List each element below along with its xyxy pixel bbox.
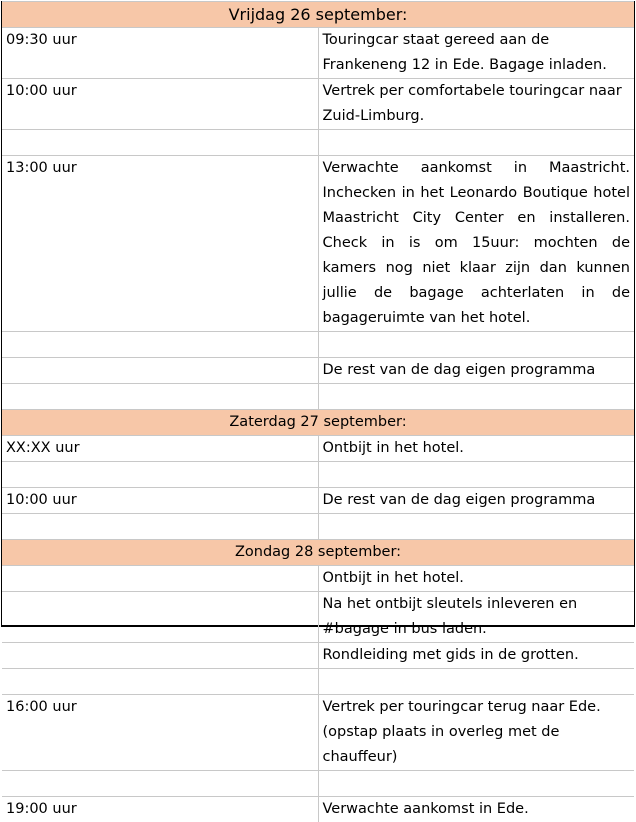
time-cell[interactable] (2, 566, 318, 592)
table-row (2, 130, 634, 156)
time-cell[interactable]: 09:30 uur (2, 28, 318, 79)
time-cell[interactable] (2, 384, 318, 410)
table-row (2, 797, 634, 822)
table-row (2, 643, 634, 669)
description-cell[interactable]: Touringcar staat gereed aan de Frankeneng 12 in Ede. Bagage inladen. (318, 28, 634, 79)
table-row (2, 79, 634, 130)
description-cell[interactable]: De rest van de dag eigen programma (318, 488, 634, 514)
description-cell[interactable] (318, 332, 634, 358)
table-row (2, 28, 634, 79)
description-cell[interactable] (318, 384, 634, 410)
description-cell[interactable]: Ontbijt in het hotel. (318, 566, 634, 592)
description-cell[interactable] (318, 514, 634, 540)
day-header-row (2, 540, 634, 566)
time-cell[interactable] (2, 358, 318, 384)
description-cell[interactable] (318, 130, 634, 156)
time-cell[interactable]: 19:00 uur (2, 797, 318, 822)
time-cell[interactable] (2, 130, 318, 156)
time-cell[interactable]: 10:00 uur (2, 488, 318, 514)
table-row (2, 669, 634, 695)
day-header[interactable]: Zondag 28 september: (2, 540, 634, 566)
description-cell[interactable]: Vertrek per comfortabele touringcar naar Zuid-Limburg. (318, 79, 634, 130)
table-row (2, 566, 634, 592)
time-cell[interactable]: 13:00 uur (2, 156, 318, 332)
table-row (2, 514, 634, 540)
table-row (2, 332, 634, 358)
table-row (2, 592, 634, 643)
day-header-row (2, 410, 634, 436)
time-cell[interactable] (2, 332, 318, 358)
day-header[interactable]: Zaterdag 27 september: (2, 410, 634, 436)
time-cell[interactable]: 10:00 uur (2, 79, 318, 130)
description-cell[interactable]: Rondleiding met gids in de grotten. (318, 643, 634, 669)
time-cell[interactable] (2, 643, 318, 669)
description-cell[interactable]: De rest van de dag eigen programma (318, 358, 634, 384)
description-cell[interactable]: Na het ontbijt sleutels inleveren en #bagage in bus laden. (318, 592, 634, 643)
description-cell[interactable]: Ontbijt in het hotel. (318, 436, 634, 462)
description-cell[interactable] (318, 462, 634, 488)
itinerary-table (2, 1, 634, 822)
table-row (2, 358, 634, 384)
time-cell[interactable]: XX:XX uur (2, 436, 318, 462)
description-cell[interactable] (318, 669, 634, 695)
table-row (2, 695, 634, 771)
table-row (2, 436, 634, 462)
table-row (2, 156, 634, 332)
table-row (2, 771, 634, 797)
time-cell[interactable] (2, 514, 318, 540)
time-cell[interactable]: 16:00 uur (2, 695, 318, 771)
time-cell[interactable] (2, 462, 318, 488)
table-row (2, 384, 634, 410)
table-row (2, 488, 634, 514)
day-header-row (2, 2, 634, 28)
table-row (2, 462, 634, 488)
description-cell[interactable]: Verwachte aankomst in Maastricht. Inchecken in het Leonardo Boutique hotel Maastricht City Center en installeren. Check in is om 15uur: mochten de kamers nog niet klaar zijn dan kunnen jullie de bagage achterlaten in de bagageruimte van het hotel. (318, 156, 634, 332)
itinerary-sheet (1, 1, 635, 627)
description-cell[interactable] (318, 771, 634, 797)
time-cell[interactable] (2, 669, 318, 695)
description-cell[interactable]: Verwachte aankomst in Ede. (318, 797, 634, 822)
time-cell[interactable] (2, 771, 318, 797)
description-cell[interactable]: Vertrek per touringcar terug naar Ede. (opstap plaats in overleg met de chauffeur) (318, 695, 634, 771)
day-header[interactable]: Vrijdag 26 september: (2, 2, 634, 28)
time-cell[interactable] (2, 592, 318, 643)
